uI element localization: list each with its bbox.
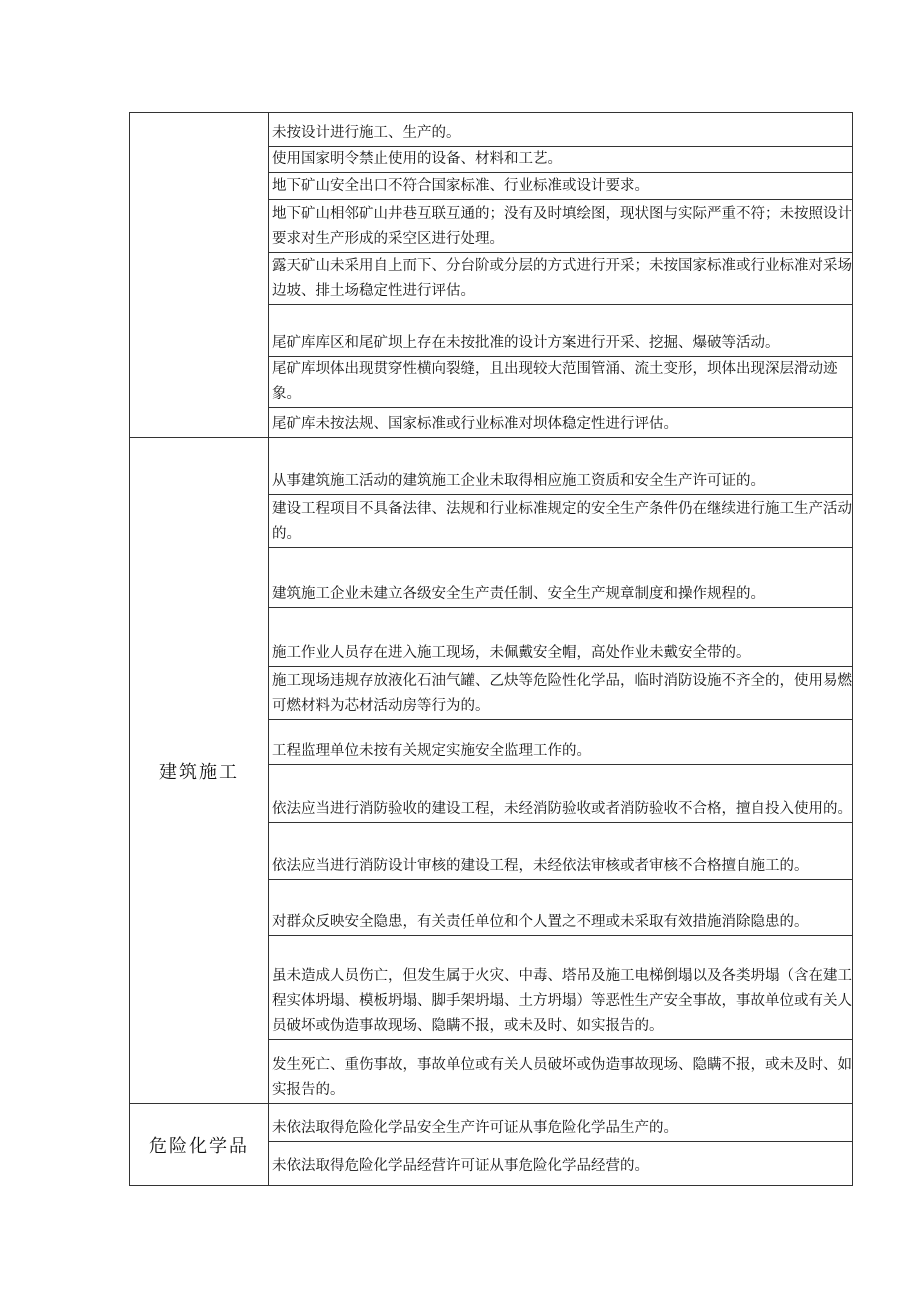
item-text: 未依法取得危险化学品经营许可证从事危险化学品经营的。 <box>272 1158 649 1174</box>
category-cell: 危险化学品 <box>130 1104 269 1186</box>
item-text: 建设工程项目不具备法律、法规和行业标准规定的安全生产条件仍在继续进行施工生产活动的。 <box>272 501 852 542</box>
item-cell <box>269 113 853 147</box>
item-cell <box>269 765 853 823</box>
item-cell <box>269 548 853 608</box>
item-text: 工程监理单位未按有关规定实施安全监理工作的。 <box>272 743 591 759</box>
item-cell <box>269 147 853 173</box>
item-text: 依法应当进行消防设计审核的建设工程，未经依法审核或者审核不合格擅自施工的。 <box>272 858 809 874</box>
item-text: 对群众反映安全隐患，有关责任单位和个人置之不理或未采取有效措施消除隐患的。 <box>272 914 809 930</box>
item-text: 未依法取得危险化学品安全生产许可证从事危险化学品生产的。 <box>272 1120 678 1136</box>
item-text: 尾矿库未按法规、国家标准或行业标准对坝体稳定性进行评估。 <box>272 416 678 432</box>
item-cell <box>269 438 853 495</box>
item-text: 地下矿山相邻矿山井巷互联互通的；没有及时填绘图，现状图与实际严重不符；未按照设计要求对生产形成的采空区进行处理。 <box>272 206 852 247</box>
item-cell <box>269 936 853 1040</box>
table-row <box>130 113 853 147</box>
item-cell <box>269 1104 853 1142</box>
table-row <box>130 1104 853 1142</box>
item-text: 尾矿库坝体出现贯穿性横向裂缝，且出现较大范围管涌、流土变形，坝体出现深层滑动迹象。 <box>272 361 838 402</box>
item-text: 地下矿山安全出口不符合国家标准、行业标准或设计要求。 <box>272 178 649 194</box>
item-cell <box>269 823 853 880</box>
item-text: 尾矿库库区和尾矿坝上存在未按批准的设计方案进行开采、挖掘、爆破等活动。 <box>272 335 780 351</box>
item-text: 露天矿山未采用自上而下、分台阶或分层的方式进行开采；未按国家标准或行业标准对采场边坡、排土场稳定性进行评估。 <box>272 258 852 299</box>
item-cell <box>269 305 853 357</box>
hazard-table <box>129 112 853 1186</box>
item-cell <box>269 253 853 305</box>
item-cell <box>269 173 853 200</box>
category-cell: 建筑施工 <box>130 438 269 1104</box>
item-text: 使用国家明令禁止使用的设备、材料和工艺。 <box>272 151 562 167</box>
item-text: 未按设计进行施工、生产的。 <box>272 125 461 141</box>
item-cell <box>269 1142 853 1186</box>
item-cell <box>269 608 853 667</box>
item-text: 施工现场违规存放液化石油气罐、乙炔等危险性化学品，临时消防设施不齐全的，使用易燃可燃材料为芯材活动房等行为的。 <box>272 673 852 714</box>
item-text: 虽未造成人员伤亡，但发生属于火灾、中毒、塔吊及施工电梯倒塌以及各类坍塌（含在建工程实体坍塌、模板坍塌、脚手架坍塌、土方坍塌）等恶性生产安全事故，事故单位或有关人员破坏或伪造事故现场、隐瞒不报，或未及时、如实报告的。 <box>272 968 852 1034</box>
category-cell <box>130 113 269 438</box>
item-cell <box>269 667 853 720</box>
item-cell <box>269 408 853 438</box>
item-cell <box>269 880 853 936</box>
item-text: 从事建筑施工活动的建筑施工企业未取得相应施工资质和安全生产许可证的。 <box>272 473 765 489</box>
item-text: 发生死亡、重伤事故，事故单位或有关人员破坏或伪造事故现场、隐瞒不报，或未及时、如实报告的。 <box>272 1057 852 1098</box>
item-text: 施工作业人员存在进入施工现场，未佩戴安全帽，高处作业未戴安全带的。 <box>272 645 751 661</box>
item-text: 依法应当进行消防验收的建设工程，未经消防验收或者消防验收不合格，擅自投入使用的。 <box>272 801 852 817</box>
item-text: 建筑施工企业未建立各级安全生产责任制、安全生产规章制度和操作规程的。 <box>272 586 765 602</box>
table-row <box>130 438 853 495</box>
item-cell <box>269 200 853 253</box>
item-cell <box>269 495 853 548</box>
item-cell <box>269 720 853 765</box>
item-cell <box>269 357 853 408</box>
item-cell <box>269 1040 853 1104</box>
